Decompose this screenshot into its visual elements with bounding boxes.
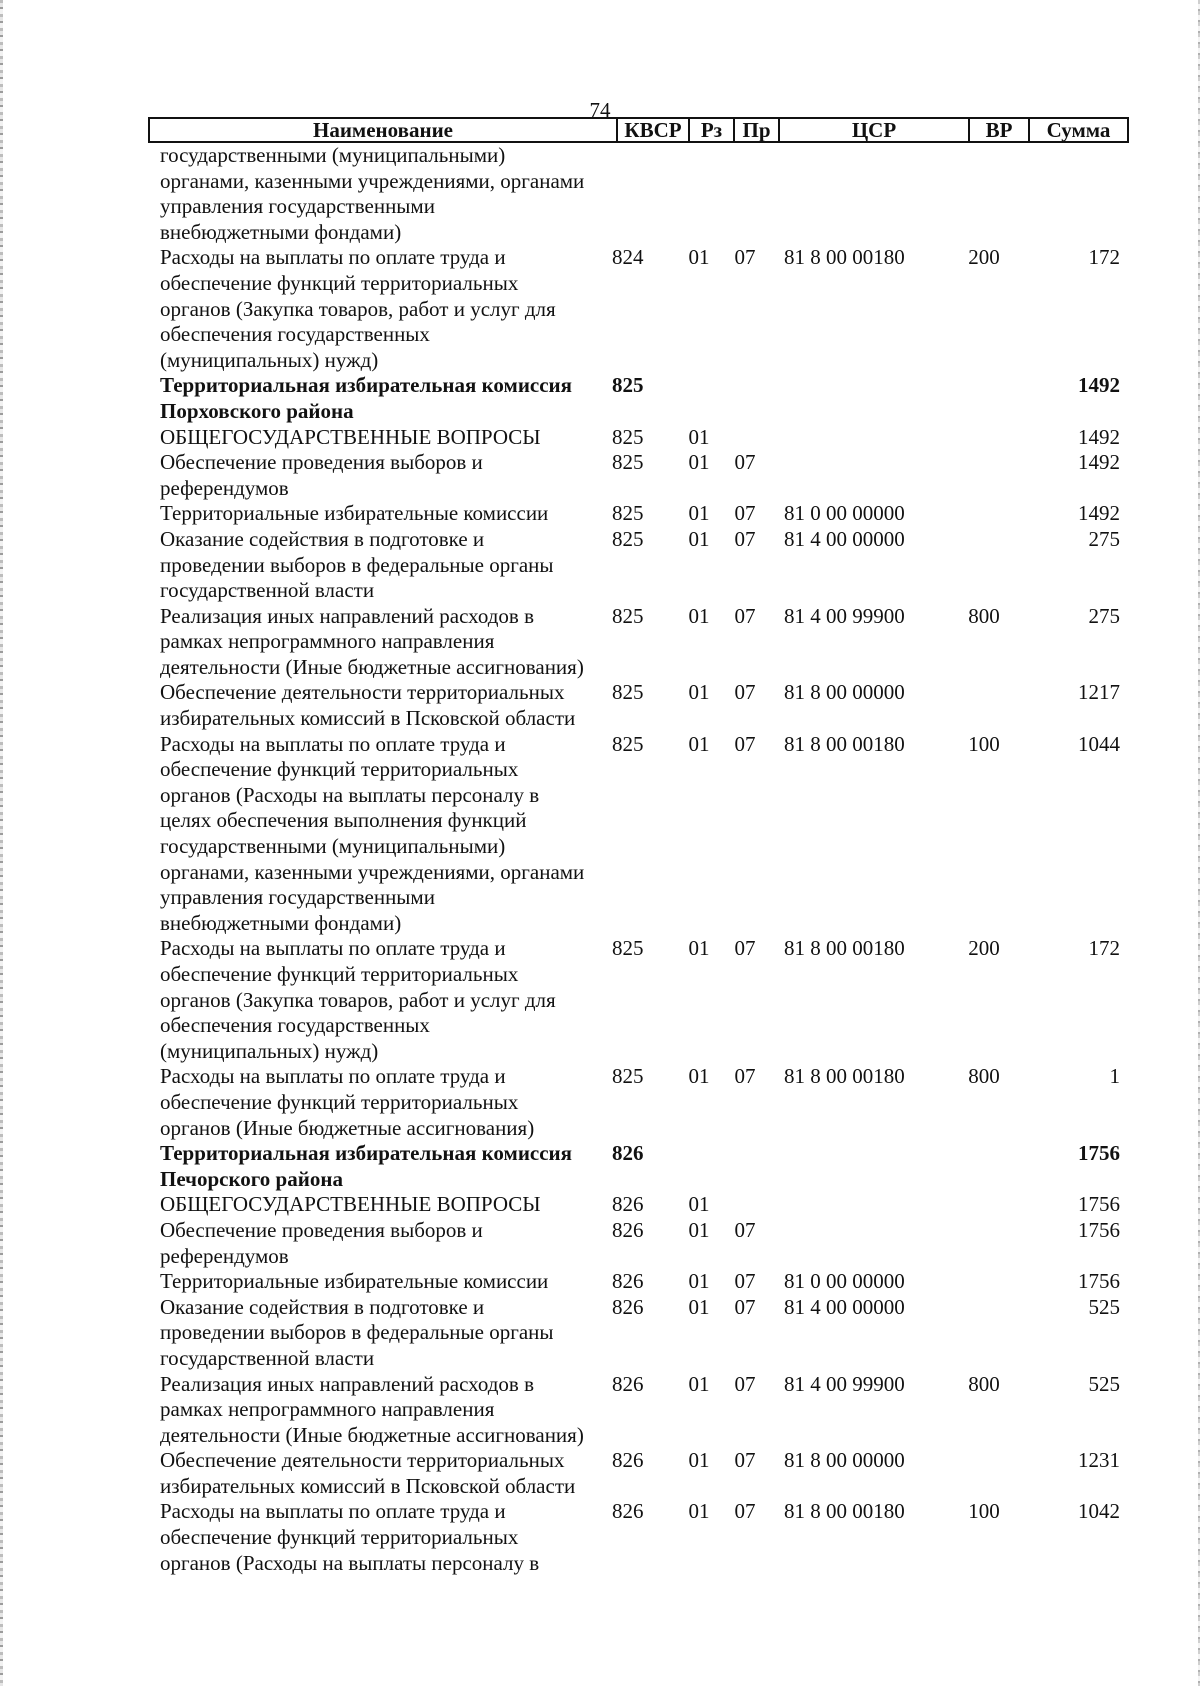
cell-pr: 07 bbox=[734, 1499, 756, 1524]
cell-kvsr: 826 bbox=[612, 1499, 644, 1524]
cell-rz: 01 bbox=[688, 1448, 710, 1473]
cell-name: Расходы на выплаты по оплате труда и обеспечение функций территориальных органов (Закупка товаров, работ и услуг для обеспечения государственных (муниципальных) нужд) bbox=[160, 936, 556, 1063]
cell-pr: 07 bbox=[734, 936, 756, 961]
cell-sum: 1 bbox=[1109, 1064, 1120, 1089]
cell-kvsr: 825 bbox=[612, 501, 644, 526]
table-row bbox=[160, 527, 1120, 604]
cell-kvsr: 825 bbox=[612, 373, 644, 398]
cell-name: Реализация иных направлений расходов в рамках непрограммного направления деятельности (Иные бюджетные ассигнования) bbox=[160, 603, 584, 679]
table-row bbox=[160, 1218, 1120, 1269]
table-row bbox=[160, 680, 1120, 731]
cell-vr bbox=[948, 1295, 1020, 1372]
cell-vr bbox=[948, 373, 1020, 424]
cell-pr bbox=[722, 425, 768, 451]
header-kvsr: КВСР bbox=[618, 119, 690, 141]
cell-sum: 1756 bbox=[1078, 1269, 1120, 1294]
cell-csr: 81 0 00 00000 bbox=[784, 501, 905, 526]
cell-pr bbox=[722, 143, 768, 245]
cell-vr bbox=[948, 1448, 1020, 1499]
table-row bbox=[160, 245, 1120, 373]
cell-rz: 01 bbox=[688, 501, 710, 526]
header-sum: Сумма bbox=[1046, 118, 1111, 142]
cell-pr: 07 bbox=[734, 680, 756, 705]
cell-sum: 525 bbox=[1088, 1294, 1120, 1319]
cell-rz bbox=[676, 143, 722, 245]
cell-pr: 07 bbox=[734, 245, 756, 270]
cell-kvsr bbox=[608, 143, 676, 245]
cell-name: Обеспечение проведения выборов и референдумов bbox=[160, 450, 483, 500]
table-header bbox=[148, 117, 1129, 143]
cell-sum: 1492 bbox=[1078, 424, 1120, 449]
cell-csr: 81 4 00 00000 bbox=[784, 526, 905, 551]
cell-vr bbox=[948, 501, 1020, 527]
cell-csr: 81 8 00 00180 bbox=[784, 1064, 905, 1089]
table-row bbox=[160, 425, 1120, 451]
cell-rz bbox=[676, 373, 722, 424]
cell-name: Территориальная избирательная комиссия Печорского района bbox=[160, 1141, 573, 1191]
cell-kvsr: 825 bbox=[612, 1064, 644, 1089]
cell-name: ОБЩЕГОСУДАРСТВЕННЫЕ ВОПРОСЫ bbox=[160, 1192, 541, 1217]
cell-sum: 525 bbox=[1088, 1371, 1120, 1396]
table-row bbox=[160, 501, 1120, 527]
cell-csr: 81 8 00 00180 bbox=[784, 1499, 905, 1524]
cell-rz: 01 bbox=[688, 526, 710, 551]
cell-rz: 01 bbox=[688, 1269, 710, 1294]
cell-pr: 07 bbox=[734, 1064, 756, 1089]
cell-csr: 81 8 00 00180 bbox=[784, 731, 905, 756]
cell-vr: 800 bbox=[968, 1064, 1000, 1089]
cell-vr bbox=[948, 527, 1020, 604]
cell-pr: 07 bbox=[734, 1448, 756, 1473]
cell-rz: 01 bbox=[688, 1217, 710, 1242]
cell-vr: 100 bbox=[968, 1499, 1000, 1524]
scan-edge-left bbox=[0, 0, 3, 1686]
cell-sum: 1492 bbox=[1078, 501, 1120, 526]
cell-vr: 800 bbox=[968, 603, 1000, 628]
cell-name: Обеспечение деятельности территориальных избирательных комиссий в Псковской области bbox=[160, 1448, 576, 1498]
cell-sum: 1492 bbox=[1078, 373, 1120, 398]
cell-pr: 07 bbox=[734, 731, 756, 756]
cell-rz: 01 bbox=[688, 1064, 710, 1089]
cell-kvsr: 825 bbox=[612, 680, 644, 705]
cell-rz: 01 bbox=[688, 1294, 710, 1319]
cell-sum: 1042 bbox=[1078, 1499, 1120, 1524]
cell-pr: 07 bbox=[734, 1269, 756, 1294]
cell-name: Обеспечение проведения выборов и референдумов bbox=[160, 1217, 483, 1268]
cell-kvsr: 824 bbox=[612, 245, 644, 270]
table-row bbox=[160, 936, 1120, 1064]
cell-sum: 172 bbox=[1088, 245, 1120, 270]
table-row bbox=[160, 373, 1120, 424]
cell-name: Расходы на выплаты по оплате труда и обеспечение функций территориальных органов (Расходы на выплаты персоналу в bbox=[160, 1499, 540, 1575]
cell-name: Оказание содействия в подготовке и проведении выборов в федеральные органы государственной власти bbox=[160, 1294, 554, 1370]
cell-kvsr: 826 bbox=[612, 1448, 644, 1473]
cell-sum: 1492 bbox=[1078, 450, 1120, 475]
table-row bbox=[160, 1295, 1120, 1372]
cell-name: Оказание содействия в подготовке и проведении выборов в федеральные органы государственной власти bbox=[160, 526, 554, 603]
cell-csr: 81 4 00 99900 bbox=[784, 603, 905, 628]
table-row bbox=[160, 1192, 1120, 1218]
cell-csr bbox=[768, 425, 948, 451]
cell-name: Территориальная избирательная комиссия Порховского района bbox=[160, 373, 573, 423]
cell-sum: 172 bbox=[1088, 936, 1120, 961]
cell-csr: 81 8 00 00180 bbox=[784, 245, 905, 270]
cell-vr bbox=[948, 1269, 1020, 1295]
cell-pr bbox=[722, 1141, 768, 1192]
table-row bbox=[160, 1269, 1120, 1295]
cell-sum: 1231 bbox=[1078, 1448, 1120, 1473]
cell-sum: 275 bbox=[1088, 603, 1120, 628]
cell-rz: 01 bbox=[688, 603, 710, 628]
cell-csr bbox=[768, 373, 948, 424]
cell-name: Территориальные избирательные комиссии bbox=[160, 1269, 549, 1294]
cell-kvsr: 826 bbox=[612, 1141, 644, 1166]
cell-csr bbox=[768, 450, 948, 501]
cell-csr: 81 0 00 00000 bbox=[784, 1269, 905, 1294]
cell-vr: 200 bbox=[968, 936, 1000, 961]
table-row bbox=[160, 732, 1120, 937]
cell-vr bbox=[948, 425, 1020, 451]
cell-kvsr: 825 bbox=[612, 731, 644, 756]
cell-rz: 01 bbox=[688, 936, 710, 961]
cell-vr bbox=[948, 1141, 1020, 1192]
table-row bbox=[160, 143, 1120, 245]
table-row bbox=[160, 1141, 1120, 1192]
header-pr: Пр bbox=[735, 119, 780, 141]
cell-pr bbox=[722, 373, 768, 424]
cell-vr: 100 bbox=[968, 731, 1000, 756]
cell-pr: 07 bbox=[734, 1371, 756, 1396]
table-body bbox=[160, 143, 1120, 1576]
cell-kvsr: 826 bbox=[612, 1269, 644, 1294]
cell-kvsr: 826 bbox=[612, 1294, 644, 1319]
cell-pr: 07 bbox=[734, 501, 756, 526]
cell-kvsr: 825 bbox=[612, 936, 644, 961]
cell-pr: 07 bbox=[734, 450, 756, 475]
cell-rz: 01 bbox=[688, 1371, 710, 1396]
cell-pr: 07 bbox=[734, 1294, 756, 1319]
cell-kvsr: 825 bbox=[612, 603, 644, 628]
cell-kvsr: 825 bbox=[612, 424, 644, 449]
cell-sum: 275 bbox=[1088, 526, 1120, 551]
cell-rz: 01 bbox=[688, 1192, 710, 1217]
table-row bbox=[160, 604, 1120, 681]
cell-sum: 1756 bbox=[1078, 1192, 1120, 1217]
cell-sum bbox=[1020, 143, 1120, 245]
cell-rz: 01 bbox=[688, 450, 710, 475]
cell-csr: 81 4 00 00000 bbox=[784, 1294, 905, 1319]
header-csr: ЦСР bbox=[780, 119, 970, 141]
cell-sum: 1217 bbox=[1078, 680, 1120, 705]
cell-kvsr: 826 bbox=[612, 1371, 644, 1396]
cell-vr bbox=[948, 1218, 1020, 1269]
cell-name: Территориальные избирательные комиссии bbox=[160, 501, 549, 526]
cell-rz: 01 bbox=[688, 245, 710, 270]
cell-name: Реализация иных направлений расходов в рамках непрограммного направления деятельности (Иные бюджетные ассигнования) bbox=[160, 1371, 584, 1447]
cell-csr: 81 8 00 00180 bbox=[784, 936, 905, 961]
cell-vr bbox=[948, 450, 1020, 501]
header-name: Наименование bbox=[150, 119, 618, 141]
cell-csr: 81 8 00 00000 bbox=[784, 680, 905, 705]
cell-rz: 01 bbox=[688, 731, 710, 756]
cell-csr bbox=[768, 1192, 948, 1218]
cell-vr bbox=[948, 1192, 1020, 1218]
cell-pr: 07 bbox=[734, 526, 756, 551]
cell-csr bbox=[768, 143, 948, 245]
cell-kvsr: 825 bbox=[612, 526, 644, 551]
cell-kvsr: 825 bbox=[612, 450, 644, 475]
cell-sum: 1756 bbox=[1078, 1217, 1120, 1242]
cell-csr: 81 8 00 00000 bbox=[784, 1448, 905, 1473]
cell-vr: 200 bbox=[968, 245, 1000, 270]
cell-csr bbox=[768, 1218, 948, 1269]
table-row bbox=[160, 450, 1120, 501]
cell-kvsr: 826 bbox=[612, 1192, 644, 1217]
table-row bbox=[160, 1448, 1120, 1499]
cell-name: государственными (муниципальными) органами, казенными учреждениями, органами управления государственными внебюджетными фондами) bbox=[160, 143, 585, 244]
header-vr: ВР bbox=[970, 119, 1030, 141]
cell-csr: 81 4 00 99900 bbox=[784, 1371, 905, 1396]
cell-rz: 01 bbox=[688, 424, 710, 449]
cell-name: ОБЩЕГОСУДАРСТВЕННЫЕ ВОПРОСЫ bbox=[160, 424, 541, 449]
cell-name: Обеспечение деятельности территориальных избирательных комиссий в Псковской области bbox=[160, 680, 576, 731]
cell-vr bbox=[948, 143, 1020, 245]
cell-name: Расходы на выплаты по оплате труда и обеспечение функций территориальных органов (Расходы на выплаты персоналу в целях обеспечения выполнения функций государственными (муниципальными) органами, казенными учреждениями, органами управления государственными внебюджетными фондами) bbox=[160, 731, 585, 935]
cell-pr: 07 bbox=[734, 1217, 756, 1242]
cell-rz: 01 bbox=[688, 1499, 710, 1524]
cell-csr bbox=[768, 1141, 948, 1192]
cell-name: Расходы на выплаты по оплате труда и обеспечение функций территориальных органов (Иные бюджетные ассигнования) bbox=[160, 1064, 535, 1140]
cell-name: Расходы на выплаты по оплате труда и обеспечение функций территориальных органов (Закупка товаров, работ и услуг для обеспечения государственных (муниципальных) нужд) bbox=[160, 245, 556, 372]
cell-sum: 1756 bbox=[1078, 1141, 1120, 1166]
table-row bbox=[160, 1499, 1120, 1576]
cell-kvsr: 826 bbox=[612, 1217, 644, 1242]
cell-sum: 1044 bbox=[1078, 731, 1120, 756]
cell-pr bbox=[722, 1192, 768, 1218]
cell-vr bbox=[948, 680, 1020, 731]
header-rz: Рз bbox=[690, 119, 735, 141]
table-row bbox=[160, 1372, 1120, 1449]
table-row bbox=[160, 1064, 1120, 1141]
cell-rz bbox=[676, 1141, 722, 1192]
cell-rz: 01 bbox=[688, 680, 710, 705]
cell-pr: 07 bbox=[734, 603, 756, 628]
page-number: 74 bbox=[589, 98, 611, 122]
cell-vr: 800 bbox=[968, 1371, 1000, 1396]
